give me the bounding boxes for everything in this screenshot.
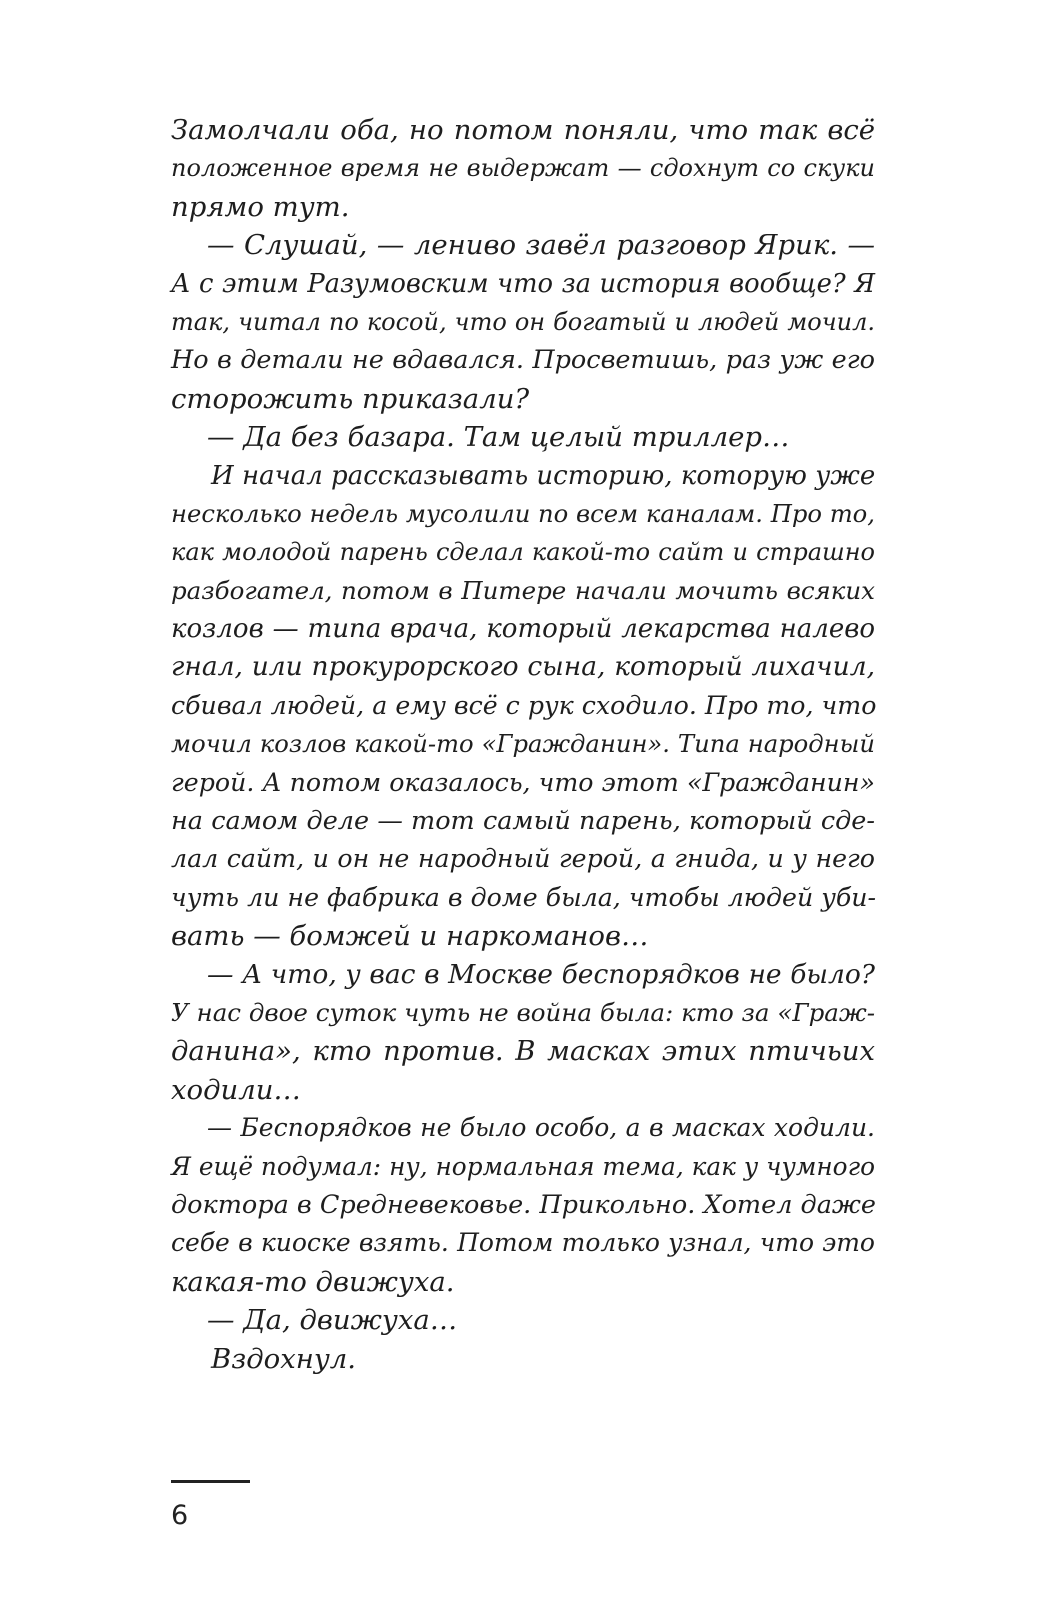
text-line-33: Вздохнул. [211, 1342, 357, 1375]
text-line-28: Я ещё подумал: ну, нормальная тема, как у чумного [171, 1151, 875, 1181]
text-line-29: доктора в Средневековье. Прикольно. Хотел даже [171, 1189, 876, 1220]
text-line-23: — А что, у вас в Москве беспорядков не было? [207, 958, 875, 990]
text-line-25: данина», кто против. В масках этих птичьих [171, 1035, 875, 1068]
page-number: 6 [171, 1500, 189, 1531]
text-line-6: так, читал по косой, что он богатый и людей мочил. [171, 307, 875, 336]
text-line-11: несколько недель мусолили по всем каналам. Про то, [171, 498, 875, 528]
text-line-13: разбогател, потом в Питере начали мочить всяких [171, 575, 875, 605]
text-line-31: какая-то движуха. [171, 1265, 455, 1298]
text-line-2: положенное время не выдержат — сдохнут со скуки [171, 154, 875, 183]
text-line-7: Но в детали не вдавался. Просветишь, раз уж его [171, 345, 875, 376]
text-line-9: — Да без базара. Там целый триллер… [207, 421, 790, 454]
text-line-4: — Слушай, — лениво завёл разговор Ярик. — [207, 229, 875, 262]
text-line-16: сбивал людей, а ему всё с рук сходило. Про то, что [171, 690, 877, 720]
text-line-20: лал сайт, и он не народный герой, а гнида, и у него [171, 844, 875, 874]
body-text [171, 111, 875, 1378]
text-line-27: — Беспорядков не было особо, а в масках ходили. [207, 1113, 875, 1143]
text-line-12: как молодой парень сделал какой-то сайт и страшно [171, 538, 875, 567]
text-line-30: себе в киоске взять. Потом только узнал, что это [171, 1228, 875, 1258]
text-line-26: ходили… [171, 1073, 301, 1106]
text-line-1: Замолчали оба, но потом поняли, что так всё [171, 114, 875, 146]
text-line-5: А с этим Разумовским что за история вообще? Я [171, 268, 875, 299]
text-line-17: мочил козлов какой-то «Гражданин». Типа народный [171, 729, 875, 759]
footer-rule [171, 1480, 250, 1483]
text-line-22: вать — бомжей и наркоманов… [171, 920, 649, 953]
text-line-14: козлов — типа врача, который лекарства налево [171, 614, 875, 645]
text-line-21: чуть ли не фабрика в доме была, чтобы людей уби- [171, 882, 877, 912]
text-line-10: И начал рассказывать историю, которую уже [211, 460, 876, 491]
text-line-8: сторожить приказали? [171, 382, 530, 415]
text-line-18: герой. А потом оказалось, что этот «Гражданин» [171, 767, 875, 797]
text-line-3: прямо тут. [171, 190, 350, 223]
text-line-32: — Да, движуха… [207, 1304, 458, 1337]
text-line-19: на самом деле — тот самый парень, который сде- [171, 806, 875, 837]
text-line-15: гнал, или прокурорского сына, который лихачил, [171, 651, 875, 683]
text-line-24: У нас двое суток чуть не война была: кто за «Граж- [171, 997, 875, 1027]
